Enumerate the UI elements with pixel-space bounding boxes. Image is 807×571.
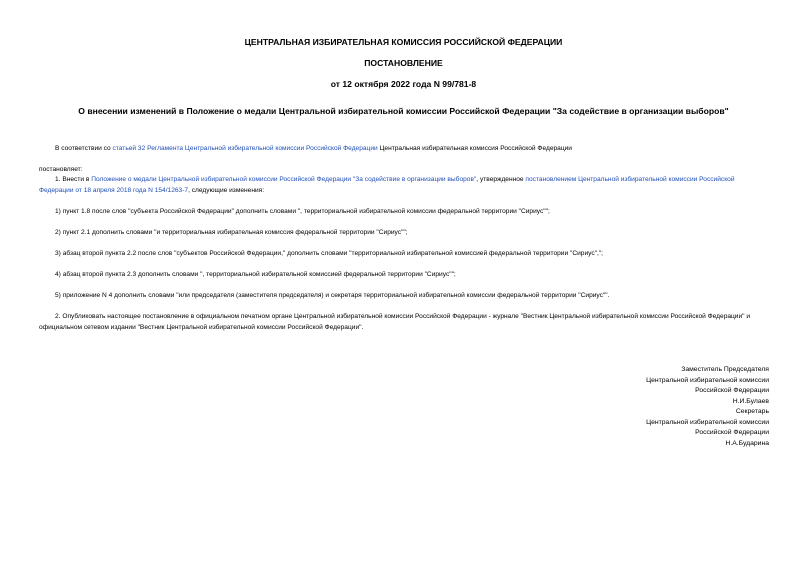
change-item-5: 5) приложение N 4 дополнить словами "или председателя (заместителя председателя) и секретаря территориальной избирательной комиссии федеральной территории "Сириус"".: [55, 292, 610, 299]
signature-line: Российской Федерации: [695, 429, 769, 436]
signature-line: Центральной избирательной комиссии: [646, 418, 769, 426]
signature-line: Заместитель Председателя: [681, 366, 769, 373]
item-1-paragraph: [39, 175, 769, 196]
change-item-3: 3) абзац второй пункта 2.2 после слов "субъектов Российской Федерации," дополнить словами "территориальной избирательной комиссией федеральной территории "Сириус",";: [55, 250, 603, 257]
signature-block: [509, 365, 769, 449]
signature-name: Н.А.Бударина: [725, 439, 769, 447]
organization-heading: ЦЕНТРАЛЬНАЯ ИЗБИРАТЕЛЬНАЯ КОМИССИЯ РОССИЙСКОЙ ФЕДЕРАЦИИ: [244, 37, 563, 47]
document-type-heading: ПОСТАНОВЛЕНИЕ: [364, 58, 443, 68]
medal-regulation-link[interactable]: Положение о медали Центральной избирательной комиссии Российской Федерации "За содействие в организации выборов": [91, 176, 477, 183]
change-item-4: 4) абзац второй пункта 2.3 дополнить словами ", территориальной избирательной комиссией федеральной территории "Сириус"";: [55, 271, 456, 278]
signature-line: Центральной избирательной комиссии: [646, 376, 769, 384]
signature-name: Н.И.Булаев: [732, 397, 769, 405]
change-item-2: 2) пункт 2.1 дополнить словами "и территориальная избирательная комиссия федеральной территории "Сириус"";: [55, 229, 408, 236]
preamble-suffix: Центральная избирательная комиссия Российской Федерации: [377, 145, 572, 152]
regulation-article-link[interactable]: статьей 32 Регламента Центральной избирательной комиссии Российской Федерации: [112, 145, 378, 152]
preamble-paragraph: [39, 144, 769, 155]
signature-line: Секретарь: [735, 408, 769, 415]
resolves-paragraph: постановляет:: [39, 166, 83, 173]
preamble-prefix: В соответствии со: [55, 145, 113, 152]
document-title: О внесении изменений в Положение о медали Центральной избирательной комиссии Российской Федерации "За содействие в организации выборов": [78, 106, 729, 116]
item-1-middle: , утвержденное: [476, 176, 526, 183]
resolution-2018-link[interactable]: постановлением Центральной избирательной комиссии Российской Федерации от 18 апреля 2018 года N 154/1263-7: [39, 176, 735, 194]
item-1-prefix: 1. Внести в: [55, 176, 92, 183]
document-date-number: от 12 октября 2022 года N 99/781-8: [330, 79, 477, 89]
change-item-1: 1) пункт 1.8 после слов "субъекта Российской Федерации" дополнить словами ", территориальной избирательной комиссии федеральной территории "Сириус"";: [55, 208, 550, 215]
item-1-suffix: , следующие изменения:: [188, 186, 265, 194]
signature-line: Российской Федерации: [695, 387, 769, 394]
item-2-paragraph: 2. Опубликовать настоящее постановление в официальном печатном органе Центральной избирательной комиссии Российской Федерации - журнале "Вестник Центральной избирательной комиссии Российской Федерации" и официальном сетевом издании "Вестник Центральной избирательной комиссии Российской Федерации".: [39, 313, 751, 331]
